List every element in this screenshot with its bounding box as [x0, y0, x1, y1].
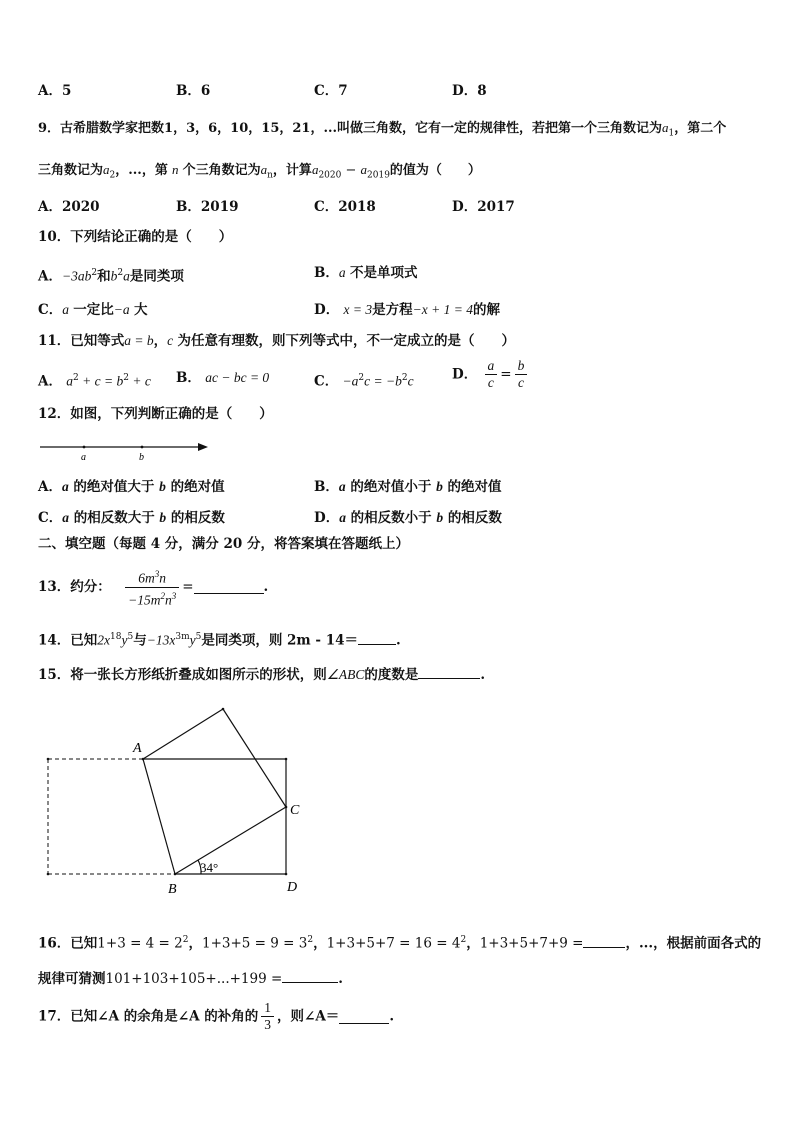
label-A: A: [133, 741, 142, 756]
q9-option-a: A．2020: [38, 199, 100, 215]
q16-line2: 规律可猜测101+103+105+...+199 = .: [38, 971, 343, 987]
point-a: [83, 446, 86, 449]
fold-line-bc: [175, 807, 286, 874]
q11-option-c: C． $-a^2c = -b^2c$: [314, 373, 414, 390]
section-2-heading: 二、填空题（每题 4 分，满分 20 分，将答案填在答题纸上）: [38, 536, 409, 552]
number-line-arrow: [198, 443, 208, 451]
label-C: C: [290, 803, 300, 818]
q15-answer-blank[interactable]: [418, 665, 480, 679]
q13-line: 13．约分： $\frac{6m^3n}{-15m^2n^3}$ = .: [38, 566, 268, 608]
q16-line1: 16．已知$1+3 = 4 = 2^2$，$1+3+5 = 9 = 3^2$，$1+3+5+7 = 16 = 4^2$，1+3+5+7+9 = ，...，根据前面各式的: [38, 935, 762, 952]
q12-option-a: A．a 的绝对值大于 b 的绝对值: [38, 479, 225, 495]
q9-stem-line1: 9．古希腊数学家把数1，3，6，10，15，21，...叫做三角数，它有一定的规律性，若把第一个三角数记为$a_1$，第二个: [38, 120, 727, 139]
point-b: [141, 446, 144, 449]
q10-option-a: A．$-3ab^2$和$b^2a$是同类项: [38, 268, 184, 285]
q8-option-a: A．5: [38, 83, 72, 99]
q11-option-d: D． $\frac{a}{c}$ = $\frac{b}{c}$: [452, 358, 530, 391]
q15-folded-paper-figure: [40, 700, 320, 900]
q10-stem: 10．下列结论正确的是（ ）: [38, 229, 233, 245]
q9-option-b: B．2019: [176, 199, 239, 215]
label-B: B: [168, 882, 177, 897]
q16-answer-blank-1[interactable]: [583, 934, 625, 948]
fraction-b-over-c: $\frac{b}{c}$: [515, 358, 528, 391]
folded-edge-right: [223, 709, 286, 807]
q14-answer-blank[interactable]: [358, 631, 396, 645]
q11-option-a: A． $a^2 + c = b^2 + c$: [38, 373, 151, 390]
q8-option-d: D．8: [452, 83, 487, 99]
q8-option-b: B．6: [176, 83, 211, 99]
q12-option-b: B．a 的绝对值小于 b 的绝对值: [314, 479, 502, 495]
q12-option-d: D．a 的相反数小于 b 的相反数: [314, 510, 502, 526]
q17-fraction: $\frac{1}{3}$: [261, 1000, 274, 1033]
q9-stem-line2: 三角数记为$a_2$，...，第 n 个三角数记为$a_n$，计算$a_{2020} - a_{2019}$的值为（ ）: [38, 162, 481, 181]
q13-fraction: $\frac{6m^3n}{-15m^2n^3}$: [125, 566, 179, 608]
q12-number-line: [36, 438, 216, 464]
q11-stem: 11．已知等式a = b，c 为任意有理数，则下列等式中，不一定成立的是（ ）: [38, 333, 515, 349]
q15-line: 15．将一张长方形纸折叠成如图所示的形状，则∠ABC的度数是 .: [38, 667, 486, 683]
q11-option-b: B． ac − bc = 0: [176, 370, 270, 386]
q9-option-d: D．2017: [452, 199, 515, 215]
fold-line-ab: [143, 759, 175, 874]
q8-option-c: C．7: [314, 83, 348, 99]
q17-line: 17．已知∠A 的余角是∠A 的补角的 $\frac{1}{3}$ ，则∠A＝ .: [38, 1000, 395, 1032]
label-D: D: [287, 880, 298, 895]
q10-option-c: C．a 一定比−a 大: [38, 302, 148, 318]
q9-option-c: C．2018: [314, 199, 376, 215]
folded-edge-top: [143, 709, 223, 759]
q16-answer-blank-2[interactable]: [282, 969, 338, 983]
fraction-a-over-c: $\frac{a}{c}$: [485, 358, 498, 391]
q10-option-b: B．a 不是单项式: [314, 265, 418, 281]
q12-option-c: C．a 的相反数大于 b 的相反数: [38, 510, 225, 526]
angle-34-label: 34°: [200, 860, 219, 875]
q12-stem: 12．如图，下列判断正确的是（ ）: [38, 406, 273, 422]
q13-answer-blank[interactable]: [194, 580, 264, 594]
q10-option-d: D． x = 3是方程−x + 1 = 4的解: [314, 302, 500, 318]
q17-answer-blank[interactable]: [339, 1010, 389, 1024]
label-b: b: [139, 452, 144, 463]
label-a: a: [81, 452, 86, 463]
q14-line: 14．已知$2x^{18}y^5$与$-13x^{3m}y^5$是同类项，则 2m - 14＝ .: [38, 632, 401, 649]
